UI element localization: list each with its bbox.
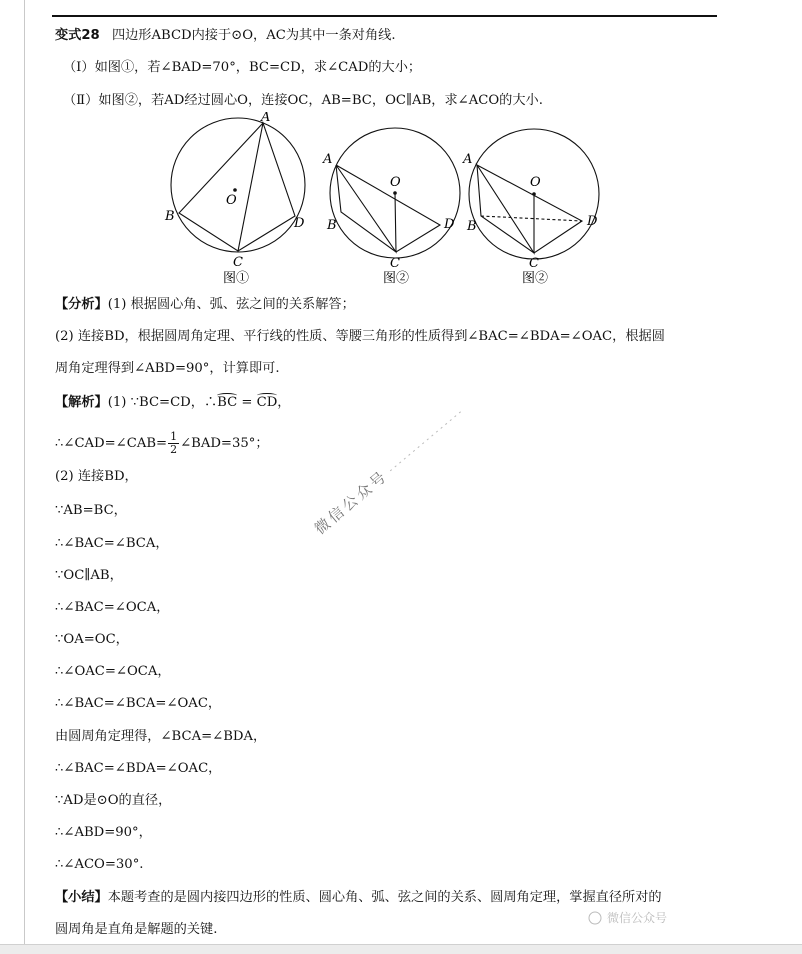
fig3-label-a: A (463, 152, 473, 167)
solution-step: ∴∠ABD=90°， (55, 825, 152, 840)
fig2-label-o: O (390, 175, 401, 190)
figure-1 (171, 118, 305, 252)
figure-1-center-dot (233, 188, 237, 192)
fraction-denominator: 2 (170, 443, 178, 456)
figure-2-center-dot (393, 191, 397, 195)
part1-text: 如图①，若∠BAD=70°，BC=CD，求∠CAD的大小； (94, 60, 422, 75)
solution-step: (2) 连接BD， (55, 469, 138, 484)
fig2-label-a: A (323, 152, 333, 167)
problem-title: 变式28 (55, 28, 100, 43)
fig3-caption: 图② (522, 271, 549, 286)
fig3-label-o: O (530, 175, 541, 190)
part2-text: 如图②，若AD经过圆心O，连接OC，AB=BC，OC∥AB，求∠ACO的大小. (98, 93, 543, 108)
svg-text:微信公众号: 微信公众号 (607, 911, 668, 925)
analysis-tag: 【分析】 (55, 297, 108, 312)
part2-line (63, 91, 543, 111)
svg-text:微信公众号: 微信公众号 (311, 466, 392, 539)
solution-step: ∴∠BAC=∠BDA=∠OAC， (55, 761, 222, 776)
fig1-label-o: O (226, 193, 237, 208)
solution-text-2a: ∴∠CAD=∠CAB= (55, 436, 168, 451)
solution-step: ∴∠BAC=∠OCA， (55, 600, 170, 615)
analysis-text-1: (1) 根据圆心角、弧、弦之间的关系解答； (107, 297, 355, 312)
problem-line (55, 26, 396, 46)
arc-bc: BC (217, 393, 237, 413)
fig2-caption: 图② (383, 271, 410, 286)
part1-tag: （Ⅰ） (63, 60, 95, 75)
solution-step: ∵AD是⊙O的直径， (55, 793, 172, 808)
solution-step: ∴∠OAC=∠OCA， (55, 664, 171, 679)
fig3-label-b: B (467, 219, 477, 234)
problem-statement: 四边形ABCD内接于⊙O，AC为其中一条对角线. (111, 28, 396, 43)
part1-line (63, 58, 421, 78)
solution-step: ∴∠ACO=30°. (55, 857, 144, 872)
analysis-line-1 (55, 295, 355, 315)
fig1-label-d: D (294, 216, 305, 231)
figure-3-center-dot (532, 192, 536, 196)
summary-line-2: 圆周角是直角是解题的关键. (55, 922, 218, 937)
solution-step: ∵AB=BC， (55, 503, 127, 518)
arc-cd: CD (257, 393, 278, 413)
watermark-corner (585, 905, 695, 931)
solution-text-1a: (1) ∵BC=CD，∴ (107, 395, 218, 410)
fig3-label-c: C (529, 256, 539, 271)
solution-step: ∵OA=OC， (55, 632, 129, 647)
solution-eq: = (237, 395, 257, 410)
solution-text-2b: ∠BAD=35°； (180, 436, 269, 451)
solution-tag: 【解析】 (55, 395, 108, 410)
fig1-caption: 图① (223, 271, 250, 286)
solution-line-1 (55, 393, 290, 413)
summary-line-1 (55, 888, 662, 908)
fig2-label-c: C (390, 256, 400, 271)
fig2-label-d: D (444, 217, 455, 232)
summary-tag: 【小结】 (55, 890, 108, 905)
fig1-label-c: C (233, 255, 243, 270)
summary-text-1: 本题考查的是圆内接四边形的性质、圆心角、弧、弦之间的关系、圆周角定理，掌握直径所对的 (107, 890, 662, 905)
solution-step: ∴∠BAC=∠BCA=∠OAC， (55, 696, 222, 711)
analysis-line-3: 周角定理得到∠ABD=90°，计算即可. (55, 361, 280, 376)
part2-tag: （Ⅱ） (63, 93, 99, 108)
solution-step: ∵OC∥AB， (55, 568, 123, 583)
fraction-numerator: 1 (170, 430, 178, 443)
fraction-half (168, 431, 179, 456)
header-rule (52, 15, 717, 17)
analysis-line-2: (2) 连接BD，根据圆周角定理、平行线的性质、等腰三角形的性质得到∠BAC=∠BDA=∠OAC，根据圆 (55, 329, 665, 344)
fig3-label-d: D (587, 214, 598, 229)
fig1-label-a: A (261, 112, 271, 125)
watermark-diagonal (300, 395, 490, 555)
figures (150, 112, 620, 287)
fig1-label-b: B (165, 209, 175, 224)
page-border (24, 0, 25, 944)
solution-text-1b: ， (277, 395, 291, 410)
solution-step: ∴∠BAC=∠BCA， (55, 536, 169, 551)
solution-line-2 (55, 431, 269, 456)
solution-step: 由圆周角定理得，∠BCA=∠BDA， (55, 729, 267, 744)
fig2-label-b: B (327, 218, 337, 233)
